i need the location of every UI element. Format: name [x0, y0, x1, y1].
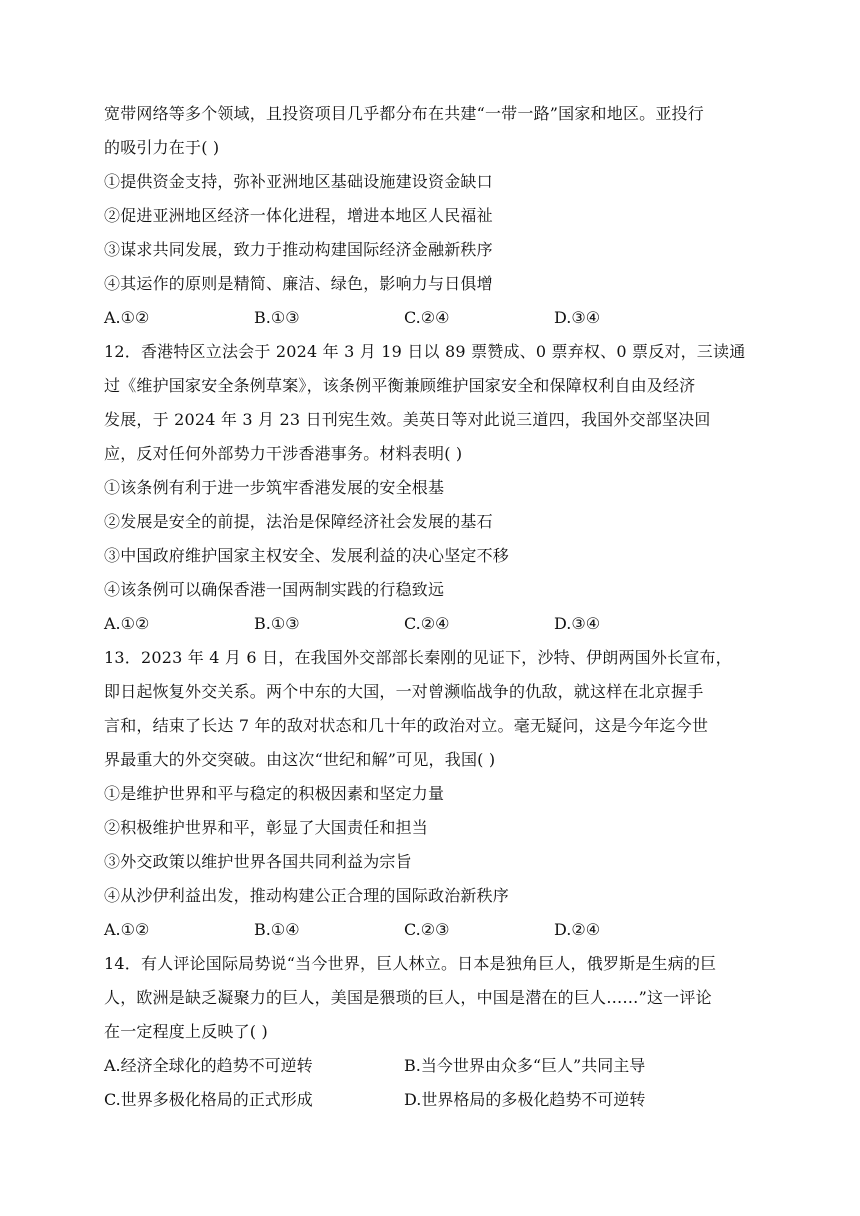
q13-item-3: ③外交政策以维护世界各国共同利益为宗旨 [104, 852, 412, 871]
q12-item-1: ①该条例有利于进一步筑牢香港发展的安全根基 [104, 478, 445, 497]
q12-option-d: D.③④ [554, 614, 601, 633]
q13-stem-line-2: 即日起恢复外交关系。两个中东的大国，一对曾濒临战争的仇敌，就这样在北京握手 [104, 682, 704, 701]
q11-stem-line-2: 的吸引力在于( ) [104, 138, 220, 157]
q12-option-b: B.①③ [254, 614, 300, 633]
q13-item-4: ④从沙伊利益出发，推动构建公正合理的国际政治新秩序 [104, 886, 510, 905]
q14-option-d: D.世界格局的多极化趋势不可逆转 [404, 1090, 646, 1109]
q13-stem-line-4: 界最重大的外交突破。由这次“世纪和解”可见，我国( ) [104, 750, 496, 769]
q14-option-b: B.当今世界由众多“巨人”共同主导 [404, 1056, 646, 1075]
q11-option-c: C.②④ [404, 308, 450, 327]
q11-stem-line-1: 宽带网络等多个领域，且投资项目几乎都分布在共建“一带一路”国家和地区。亚投行 [104, 104, 704, 123]
q14-option-a: A.经济全球化的趋势不可逆转 [104, 1056, 313, 1075]
q12-stem-line-4: 应，反对任何外部势力干涉香港事务。材料表明( ) [104, 444, 463, 463]
q11-item-3: ③谋求共同发展，致力于推动构建国际经济金融新秩序 [104, 240, 493, 259]
q11-item-2: ②促进亚洲地区经济一体化进程，增进本地区人民福祉 [104, 206, 493, 225]
q11-option-a: A.①② [104, 308, 150, 327]
q13-option-b: B.①④ [254, 920, 300, 939]
q13-stem-line-1: 13．2023 年 4 月 6 日，在我国外交部部长秦刚的见证下，沙特、伊朗两国外长宣布， [104, 648, 732, 667]
q11-item-1: ①提供资金支持，弥补亚洲地区基础设施建设资金缺口 [104, 172, 493, 191]
q13-option-d: D.②④ [554, 920, 601, 939]
q11-item-4: ④其运作的原则是精简、廉洁、绿色，影响力与日俱增 [104, 274, 493, 293]
q13-option-c: C.②③ [404, 920, 450, 939]
q14-option-c: C.世界多极化格局的正式形成 [104, 1090, 313, 1109]
q13-option-a: A.①② [104, 920, 150, 939]
q14-stem-line-2: 人，欧洲是缺乏凝聚力的巨人，美国是猥琐的巨人，中国是潜在的巨人……”这一评论 [104, 988, 712, 1007]
q12-option-a: A.①② [104, 614, 150, 633]
q14-stem-line-3: 在一定程度上反映了( ) [104, 1022, 268, 1041]
q12-option-c: C.②④ [404, 614, 450, 633]
q13-stem-line-3: 言和，结束了长达 7 年的敌对状态和几十年的政治对立。毫无疑问，这是今年迄今世 [104, 716, 709, 735]
q13-item-1: ①是维护世界和平与稳定的积极因素和坚定力量 [104, 784, 445, 803]
q12-stem-line-3: 发展，于 2024 年 3 月 23 日刊宪生效。美英日等对此说三道四，我国外交部坚决回 [104, 410, 711, 429]
q11-option-b: B.①③ [254, 308, 300, 327]
q12-stem-line-1: 12．香港特区立法会于 2024 年 3 月 19 日以 89 票赞成、0 票弃权、0 票反对，三读通 [104, 342, 746, 361]
q12-item-4: ④该条例可以确保香港一国两制实践的行稳致远 [104, 580, 445, 599]
q14-stem-line-1: 14．有人评论国际局势说“当今世界，巨人林立。日本是独角巨人，俄罗斯是生病的巨 [104, 954, 717, 973]
q12-item-3: ③中国政府维护国家主权安全、发展利益的决心坚定不移 [104, 546, 510, 565]
q12-stem-line-2: 过《维护国家安全条例草案》，该条例平衡兼顾维护国家安全和保障权利自由及经济 [104, 376, 696, 395]
q13-item-2: ②积极维护世界和平，彰显了大国责任和担当 [104, 818, 429, 837]
q12-item-2: ②发展是安全的前提，法治是保障经济社会发展的基石 [104, 512, 493, 531]
q11-option-d: D.③④ [554, 308, 601, 327]
